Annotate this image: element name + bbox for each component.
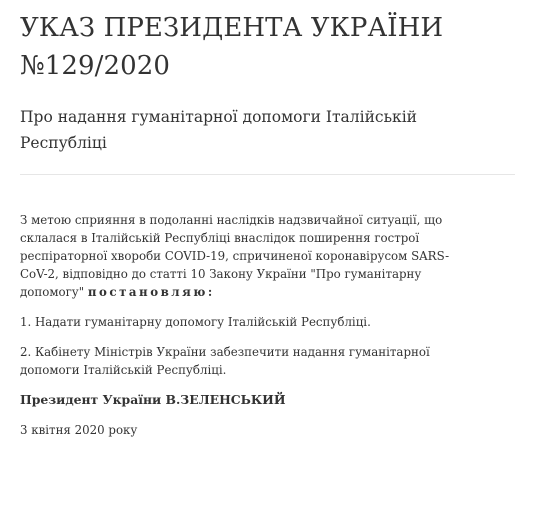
decree-subtitle-line1: Про надання гуманітарної допомоги Італійській <box>20 108 418 126</box>
decree-number: №129/2020 <box>20 51 171 81</box>
preamble-line-2: склалася в Італійській Республіці внаслідок поширення гострої <box>20 231 420 245</box>
decree-subtitle-line2: Республіці <box>20 134 107 152</box>
preamble-line-5: допомогу" <box>20 285 88 299</box>
header-divider <box>20 174 515 175</box>
decree-title <box>20 0 515 85</box>
decree-item-1: 1. Надати гуманітарну допомогу Італійській Республіці. <box>20 315 371 329</box>
preamble-line-3: респіраторної хвороби COVID-19, спричиненої коронавірусом SARS- <box>20 249 450 263</box>
preamble-line-1: З метою сприяння в подоланні наслідків надзвичайної ситуації, що <box>20 213 443 227</box>
decree-colon: : <box>207 285 213 299</box>
decree-item-2-line1: 2. Кабінету Міністрів України забезпечити надання гуманітарної <box>20 345 430 359</box>
decree-subtitle <box>20 104 515 156</box>
decree-word: постановляю <box>87 285 208 299</box>
decree-item-2 <box>20 343 515 379</box>
preamble-line-4: CoV-2, відповідно до статті 10 Закону України "Про гуманітарну <box>20 267 422 281</box>
decree-item-2-line2: допомоги Італійській Республіці. <box>20 363 227 377</box>
decree-signature: Президент України В.ЗЕЛЕНСЬКИЙ <box>20 392 286 407</box>
decree-body <box>20 211 515 439</box>
decree-preamble <box>20 211 515 301</box>
decree-title-line1: УКАЗ ПРЕЗИДЕНТА УКРАЇНИ <box>20 13 444 43</box>
decree-date: 3 квітня 2020 року <box>20 423 138 437</box>
